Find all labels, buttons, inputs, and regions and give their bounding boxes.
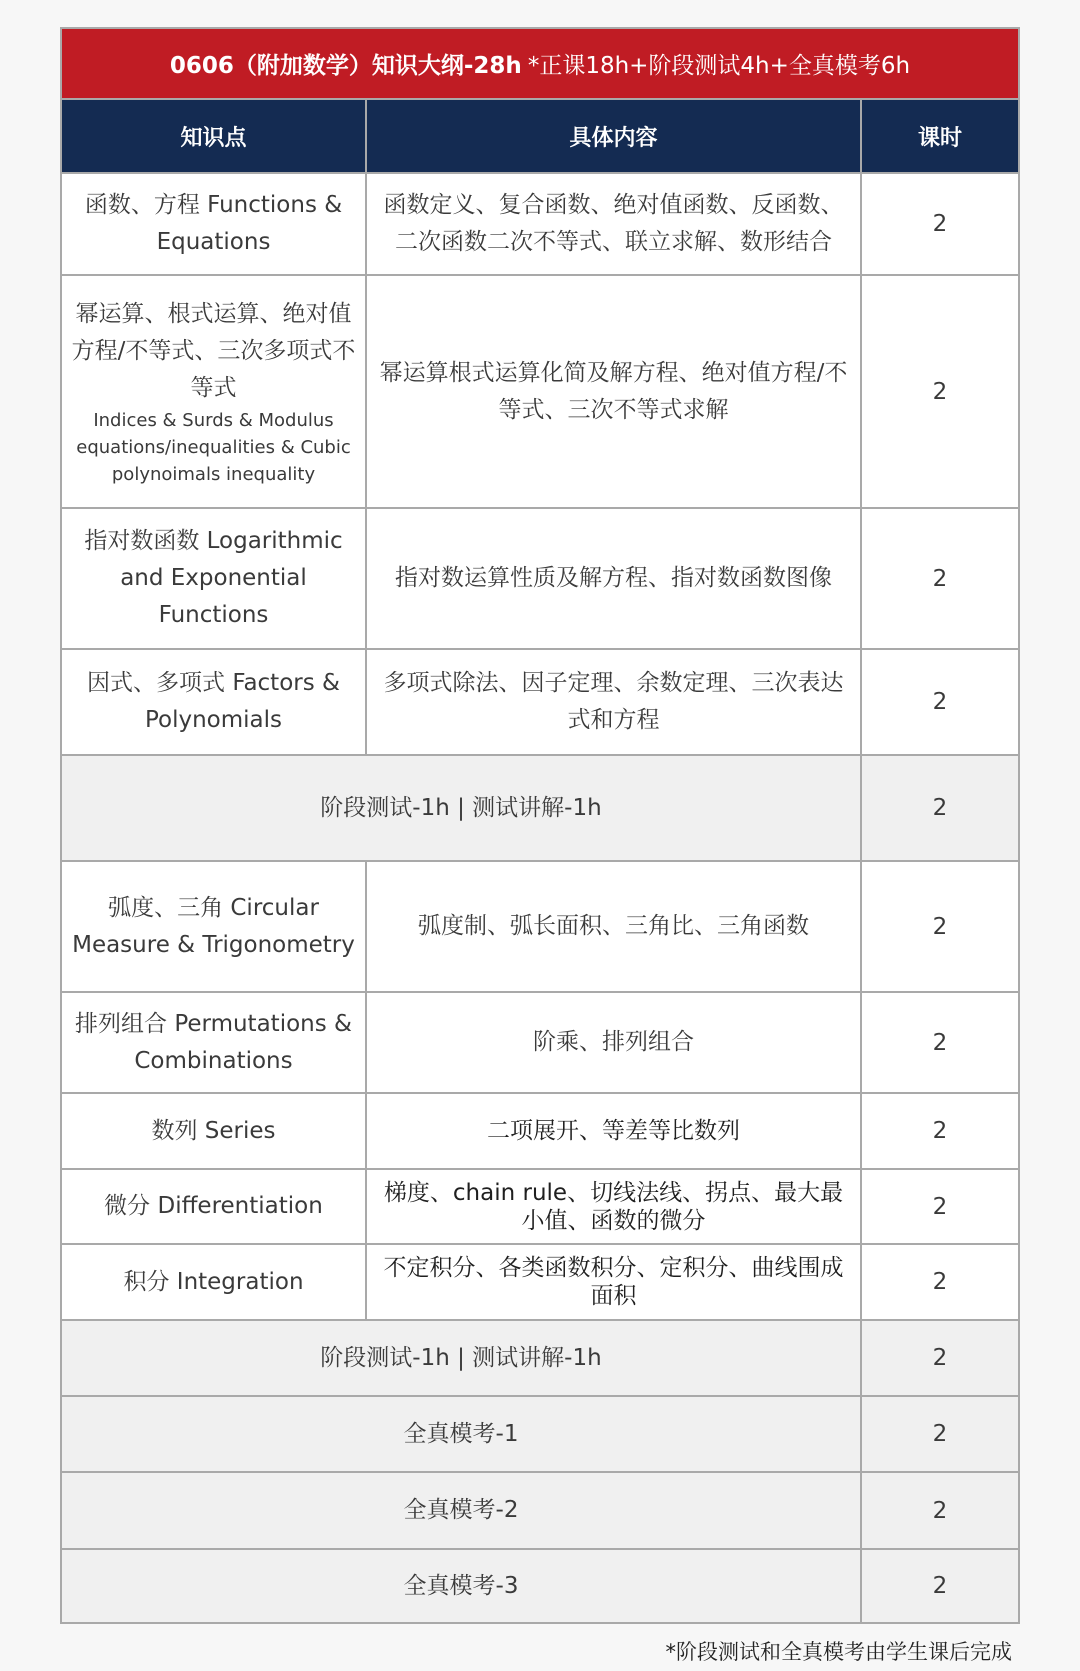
table-row-hours xyxy=(862,862,1018,993)
table-row-hours xyxy=(862,174,1018,276)
table-row-hours xyxy=(862,650,1018,756)
stage-test-row xyxy=(62,1321,862,1397)
hours-value: 2 xyxy=(932,211,948,237)
content-text: 弧度制、弧长面积、三角比、三角函数 xyxy=(418,913,809,939)
topic-text: 因式、多项式 Factors & Polynomials xyxy=(87,670,340,733)
table-row-hours xyxy=(862,1550,1018,1622)
content-text: 指对数运算性质及解方程、指对数函数图像 xyxy=(395,565,832,591)
mock-exam-text: 全真模考-1 xyxy=(403,1420,519,1447)
content-text: 二项展开、等差等比数列 xyxy=(487,1117,740,1144)
hours-value: 2 xyxy=(932,1193,948,1220)
stage-test-row xyxy=(62,756,862,862)
table-row-topic xyxy=(62,174,367,276)
table-row-content xyxy=(367,174,862,276)
hours-value: 2 xyxy=(932,795,948,821)
mock-exam-row xyxy=(62,1473,862,1550)
table-row-topic xyxy=(62,650,367,756)
title-main: 0606（附加数学）知识大纲-28h xyxy=(169,53,522,79)
mock-exam-text: 全真模考-2 xyxy=(403,1497,519,1523)
footnote: *阶段测试和全真模考由学生课后完成 xyxy=(665,1640,1012,1664)
topic-text: 微分 Differentiation xyxy=(104,1193,323,1219)
content-text: 梯度、chain rule、切线法线、拐点、最大最小值、函数的微分 xyxy=(383,1179,844,1234)
stage-test-text: 阶段测试-1h | 测试讲解-1h xyxy=(320,794,602,821)
hours-value: 2 xyxy=(932,1118,948,1144)
hours-value: 2 xyxy=(932,1269,948,1295)
table-row-hours xyxy=(862,993,1018,1094)
table-row-hours xyxy=(862,1397,1018,1473)
header-topic-label: 知识点 xyxy=(180,125,247,151)
content-text: 多项式除法、因子定理、余数定理、三次表达式和方程 xyxy=(383,670,844,733)
table-row-content xyxy=(367,993,862,1094)
content-text: 阶乘、排列组合 xyxy=(533,1029,694,1055)
content-text: 函数定义、复合函数、绝对值函数、反函数、二次函数二次不等式、联立求解、数形结合 xyxy=(383,192,844,255)
table-row-hours xyxy=(862,756,1018,862)
mock-exam-row xyxy=(62,1550,862,1622)
content-text: 幂运算根式运算化简及解方程、绝对值方程/不等式、三次不等式求解 xyxy=(379,359,848,423)
topic-text: 函数、方程 Functions & Equations xyxy=(84,192,343,255)
topic-text: 积分 Integration xyxy=(123,1268,304,1295)
table-row-content xyxy=(367,1170,862,1245)
hours-value: 2 xyxy=(932,1497,948,1524)
table-row-topic xyxy=(62,1245,367,1321)
topic-text xyxy=(70,296,357,488)
table-row-content xyxy=(367,1245,862,1321)
hours-value: 2 xyxy=(932,1421,948,1447)
table-row-topic xyxy=(62,276,367,509)
table-title xyxy=(62,29,1018,100)
table-row-content xyxy=(367,509,862,650)
hours-value: 2 xyxy=(932,689,948,715)
header-content xyxy=(367,100,862,174)
table-row-hours xyxy=(862,1094,1018,1170)
hours-value: 2 xyxy=(932,378,948,405)
table-row-content xyxy=(367,1094,862,1170)
stage-test-text: 阶段测试-1h | 测试讲解-1h xyxy=(320,1344,602,1371)
table-row-content xyxy=(367,650,862,756)
table-row-hours xyxy=(862,1245,1018,1321)
table-row-hours xyxy=(862,276,1018,509)
header-content-label: 具体内容 xyxy=(569,125,658,151)
table-row-hours xyxy=(862,1170,1018,1245)
table-row-hours xyxy=(862,1321,1018,1397)
table-row-hours xyxy=(862,1473,1018,1550)
hours-value: 2 xyxy=(932,1029,948,1056)
topic-zh: 幂运算、根式运算、绝对值方程/不等式、三次多项式不等式 xyxy=(71,300,356,401)
hours-value: 2 xyxy=(932,565,948,592)
header-hours-label: 课时 xyxy=(917,125,962,151)
hours-value: 2 xyxy=(932,1573,948,1599)
mock-exam-row xyxy=(62,1397,862,1473)
topic-text: 弧度、三角 Circular Measure & Trigonometry xyxy=(72,894,355,958)
title-sub: *正课18h+阶段测试4h+全真模考6h xyxy=(527,53,911,79)
syllabus-table xyxy=(60,27,1020,1624)
topic-text: 排列组合 Permutations & Combinations xyxy=(75,1010,352,1074)
table-row-hours xyxy=(862,509,1018,650)
table-row-topic xyxy=(62,1094,367,1170)
header-topic xyxy=(62,100,367,174)
table-row-topic xyxy=(62,1170,367,1245)
table-row-topic xyxy=(62,993,367,1094)
topic-text: 指对数函数 Logarithmic and Exponential Functions xyxy=(84,528,343,628)
hours-value: 2 xyxy=(932,913,948,940)
table-row-topic xyxy=(62,862,367,993)
table-row-content xyxy=(367,862,862,993)
topic-en: Indices & Surds & Modulus equations/inequalities & Cubic polynoimals inequality xyxy=(76,409,351,485)
table-row-content xyxy=(367,276,862,509)
hours-value: 2 xyxy=(932,1345,948,1371)
mock-exam-text: 全真模考-3 xyxy=(403,1572,519,1599)
table-row-topic xyxy=(62,509,367,650)
topic-text: 数列 Series xyxy=(151,1117,276,1144)
header-hours xyxy=(862,100,1018,174)
content-text: 不定积分、各类函数积分、定积分、曲线围成面积 xyxy=(383,1255,844,1309)
